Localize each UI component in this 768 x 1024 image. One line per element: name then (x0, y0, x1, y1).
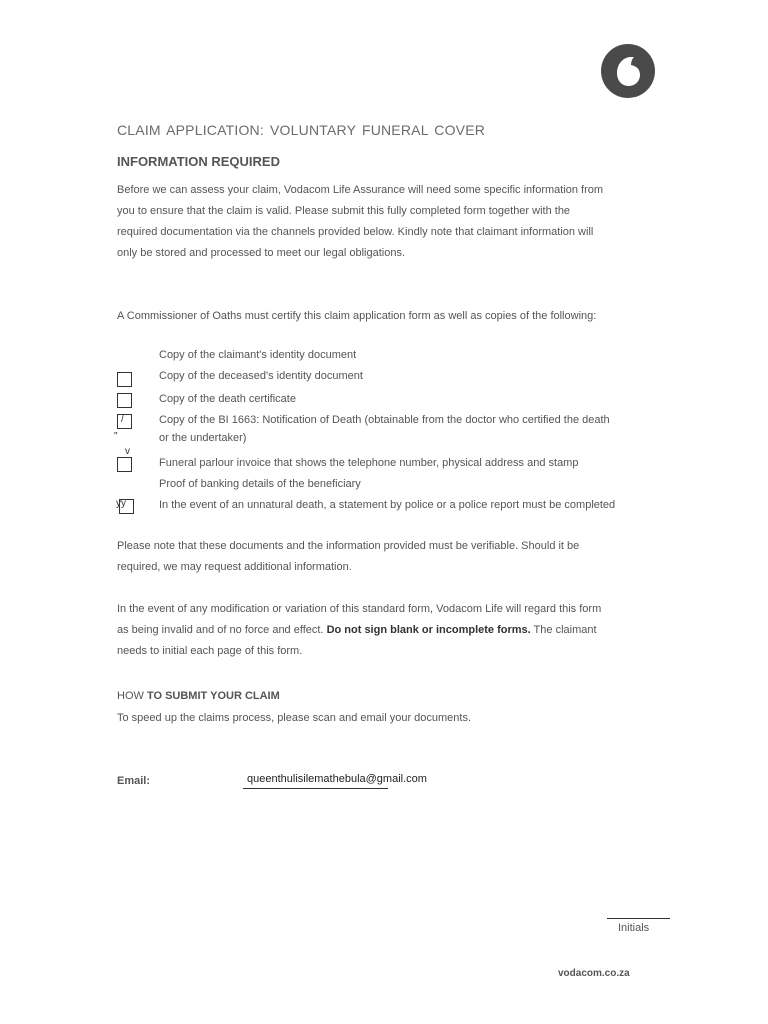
handwritten-mark: yy (116, 498, 126, 509)
checkbox-funeral-invoice[interactable] (117, 457, 132, 472)
handwritten-mark: v (125, 446, 130, 457)
document-death-certificate: Copy of the death certificate (159, 393, 296, 405)
document-police-report: In the event of an unnatural death, a statement by police or a police report must be completed (159, 499, 616, 511)
section-heading-information-required: INFORMATION REQUIRED (117, 154, 280, 169)
form-title: CLAIM APPLICATION: VOLUNTARY FUNERAL COVER (117, 122, 486, 138)
document-banking-details: Proof of banking details of the beneficiary (159, 478, 361, 490)
vodafone-speechmark-icon (600, 43, 656, 99)
checkbox-bi1663[interactable] (117, 414, 132, 429)
vodafone-logo (600, 43, 656, 99)
modification-note: In the event of any modification or variation of this standard form, Vodacom Life will regard this form as being invalid and of no force and effect. Do not sign blank or incomplete forms. The claimant needs to initial each page of this form. (117, 603, 602, 657)
handwritten-mark: " (114, 431, 118, 442)
document-deceased-id: Copy of the deceased's identity document (159, 370, 363, 382)
warning-no-blank-forms: Do not sign blank or incomplete forms. (326, 624, 531, 636)
document-funeral-invoice: Funeral parlour invoice that shows the telephone number, physical address and stamp (159, 457, 579, 469)
verifiable-note: Please note that these documents and the information provided must be verifiable. Should it be required, we may request additional information. (117, 540, 580, 573)
email-field[interactable]: queenthulisilemathebula@gmail.com (243, 773, 388, 789)
checkbox-deceased-id[interactable] (117, 372, 132, 387)
email-label: Email: (117, 775, 151, 787)
initials-label: Initials (618, 922, 650, 934)
commissioner-note: A Commissioner of Oaths must certify this claim application form as well as copies of the following: (117, 310, 597, 322)
initials-signature-line[interactable] (607, 918, 670, 919)
document-bi1663: Copy of the BI 1663: Notification of Death (obtainable from the doctor who certified the death or the undertaker) (159, 414, 610, 444)
submit-description: To speed up the claims process, please scan and email your documents. (117, 712, 472, 724)
document-claimant-id: Copy of the claimant's identity document (159, 349, 357, 361)
intro-paragraph: Before we can assess your claim, Vodacom Life Assurance will need some specific information from you to ensure that the claim is valid. Please submit this fully completed form together with the required documentation via the channels provided below. Kindly note that claimant information will only be stored and processed to meet our legal obligations. (117, 184, 604, 259)
footer-website: vodacom.co.za (558, 968, 630, 979)
section-heading-how-to-submit: HOW TO SUBMIT YOUR CLAIM (117, 690, 280, 702)
checkbox-death-certificate[interactable] (117, 393, 132, 408)
handwritten-mark: / (121, 414, 124, 425)
